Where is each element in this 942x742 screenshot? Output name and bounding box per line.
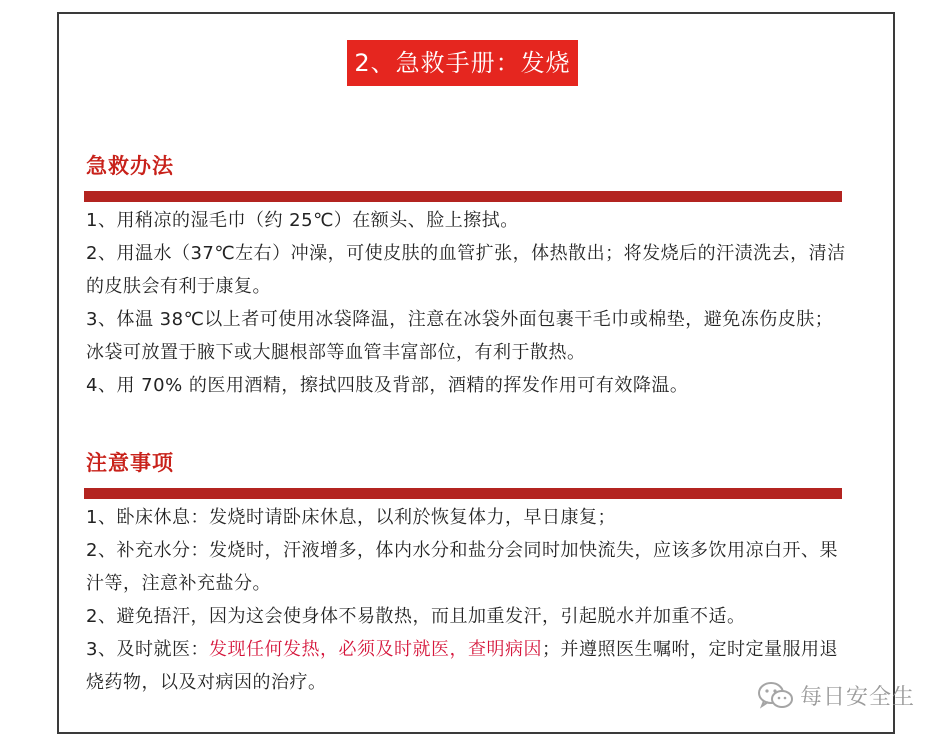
first-aid-item: 1、用稍凉的湿毛巾（约 25℃）在额头、脸上擦拭。 [86, 210, 519, 231]
precaution-suffix: ；并遵照医生嘱咐，定时定量服用退烧药物，以及对病因的治疗。 [86, 639, 838, 693]
precaution-item: 2、补充水分：发烧时，汗液增多，体内水分和盐分会同时加快流失，应该多饮用凉白开、果汁等，注意补充盐分。 [86, 540, 838, 594]
section-heading-first-aid: 急救办法 [86, 154, 174, 178]
wechat-icon [756, 680, 796, 710]
first-aid-item: 3、体温 38℃以上者可使用冰袋降温，注意在冰袋外面包裹干毛巾或棉垫，避免冻伤皮肤；冰袋可放置于腋下或大腿根部等血管丰富部位，有利于散热。 [86, 309, 834, 363]
precaution-item [86, 633, 846, 699]
precaution-prefix: 3、及时就医： [86, 639, 209, 660]
precaution-item: 1、卧床休息：发烧时请卧床休息，以利於恢复体力，早日康复； [86, 507, 616, 528]
precaution-item: 2、避免捂汗，因为这会使身体不易散热，而且加重发汗，引起脱水并加重不适。 [86, 606, 746, 627]
first-aid-item: 4、用 70% 的医用酒精，擦拭四肢及背部，酒精的挥发作用可有效降温。 [86, 375, 689, 396]
section-heading-precautions: 注意事项 [86, 451, 174, 475]
section-divider [84, 191, 842, 202]
section-divider [84, 488, 842, 499]
page-title: 2、急救手册：发烧 [347, 40, 578, 86]
watermark-text: 每日安全生 [800, 684, 916, 710]
watermark [756, 676, 915, 714]
first-aid-item: 2、用温水（37℃左右）冲澡，可使皮肤的血管扩张，体热散出；将发烧后的汗渍洗去，清洁的皮肤会有利于康复。 [86, 243, 846, 297]
precaution-highlight: 发现任何发热，必须及时就医，查明病因 [208, 639, 542, 660]
